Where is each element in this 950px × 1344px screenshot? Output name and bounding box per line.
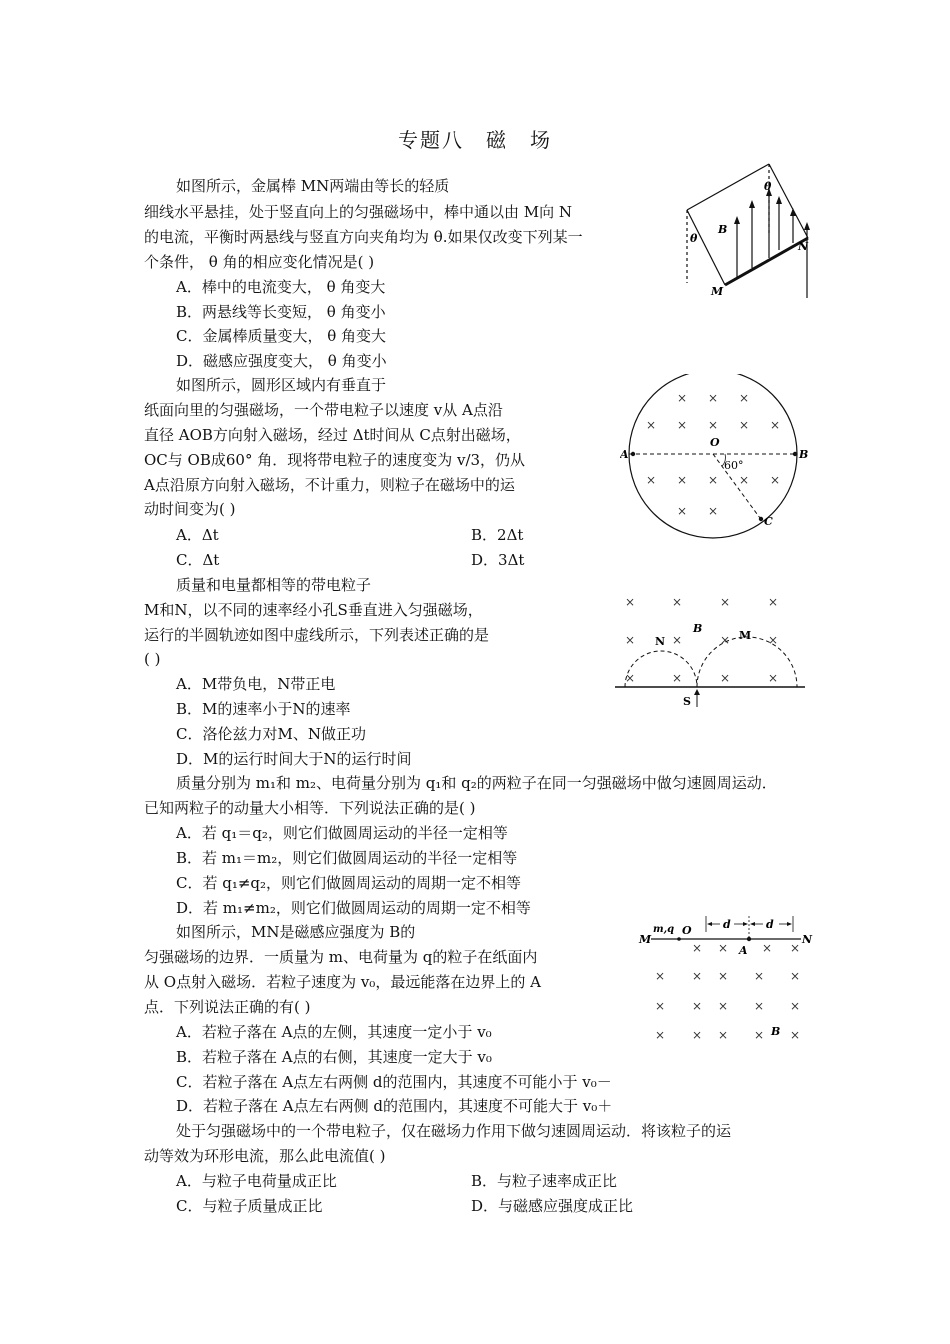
q6-line: 动等效为环形电流，那么此电流值( ) [144,1147,386,1165]
q1-figure [675,158,825,308]
q1-option-a: A．棒中的电流变大， θ 角变大 [176,278,386,296]
field-cross: × [676,418,688,432]
q6-option-b: B．与粒子速率成正比 [471,1172,618,1190]
q6-line: 处于匀强磁场中的一个带电粒子，仅在磁场力作用下做匀速圆周运动．将该粒子的运 [176,1122,732,1140]
q5-d-label: d [766,918,774,931]
svg-text:×: × [671,633,683,647]
q5-a-label: A [739,944,748,957]
svg-text:×: × [719,595,731,609]
q2-line: 动时间变为( ) [144,500,236,518]
svg-text:×: × [719,671,731,685]
svg-text:×: × [789,969,801,983]
q2-line: OC与 OB成60° 角．现将带电粒子的速度变为 v/3，仍从 [144,451,526,469]
svg-text:×: × [691,999,703,1013]
svg-text:×: × [717,941,729,955]
q1-line: 的电流，平衡时两悬线与竖直方向夹角均为 θ.如果仅改变下列某一 [144,228,583,246]
page-title: 专题八 磁 场 [398,128,552,152]
field-cross: × [738,473,750,487]
q4-line: 质量分别为 m₁和 m₂、电荷量分别为 q₁和 q₂的两粒子在同一匀强磁场中做匀速圆周运动． [176,774,777,792]
field-cross: × [707,391,719,405]
svg-text:×: × [789,941,801,955]
field-cross: × [676,473,688,487]
q2-figure [620,374,820,540]
svg-text:×: × [671,595,683,609]
q1-theta-label: θ [764,180,772,193]
q1-option-d: D．磁感应强度变大， θ 角变小 [176,352,387,370]
field-cross: × [707,473,719,487]
q3-n-label: N [655,635,666,648]
field-cross: × [676,504,688,518]
q4-option-c: C．若 q₁≠q₂，则它们做圆周运动的周期一定不相等 [176,874,522,892]
q6-option-c: C．与粒子质量成正比 [176,1197,323,1215]
svg-text:×: × [719,633,731,647]
field-cross: × [707,504,719,518]
q2-b-label: B [799,448,809,461]
q4-option-d: D．若 m₁≠m₂，则它们做圆周运动的周期一定不相等 [176,899,531,917]
q3-option-a: A．M带负电，N带正电 [176,675,336,693]
svg-text:×: × [654,969,666,983]
q3-line: M和N，以不同的速率经小孔S垂直进入匀强磁场， [144,601,483,619]
svg-text:×: × [671,671,683,685]
field-cross: × [707,418,719,432]
svg-text:×: × [691,969,703,983]
svg-text:×: × [624,671,636,685]
q2-option-c: C．Δt [176,551,220,569]
svg-text:×: × [624,633,636,647]
svg-text:×: × [717,969,729,983]
q2-line: 如图所示，圆形区域内有垂直于 [176,376,387,394]
q5-option-b: B．若粒子落在 A点的右侧，其速度一定大于 v₀ [176,1048,492,1066]
q2-line: A点沿原方向射入磁场，不计重力，则粒子在磁场中的运 [144,476,515,494]
q1-line: 细线水平悬挂，处于竖直向上的匀强磁场中，棒中通以由 M向 N [144,203,573,221]
q1-line: 如图所示，金属棒 MN两端由等长的轻质 [176,177,450,195]
field-cross: × [769,473,781,487]
q1-m-label: M [711,285,724,298]
q5-o-label: O [682,924,692,937]
q3-option-d: D．M的运行时间大于N的运行时间 [176,750,412,768]
q2-option-d: D．3Δt [471,551,525,569]
q3-figure [605,588,815,712]
q3-line: ( ) [144,650,161,668]
field-cross: × [645,473,657,487]
svg-text:×: × [753,999,765,1013]
q3-line: 质量和电量都相等的带电粒子 [176,576,372,594]
q5-line: 点．下列说法正确的有( ) [144,998,311,1016]
q2-line: 直径 AOB方向射入磁场，经过 Δt时间从 C点射出磁场， [144,426,521,444]
q5-d-label: d [723,918,731,931]
q1-b-label: B [718,223,728,236]
q4-option-b: B．若 m₁＝m₂，则它们做圆周运动的半径一定相等 [176,849,518,867]
q5-n-label: N [802,933,813,946]
q5-line: 如图所示，MN是磁感应强度为 B的 [176,923,416,941]
svg-text:×: × [767,595,779,609]
q3-b-label: B [693,622,703,635]
q3-option-c: C．洛伦兹力对M、N做正功 [176,725,366,743]
q2-option-a: A．Δt [176,526,219,544]
svg-text:×: × [753,969,765,983]
q5-line: 从 O点射入磁场．若粒子速度为 v₀，最远能落在边界上的 A [144,973,541,991]
q2-o-label: O [710,436,720,449]
svg-text:×: × [789,1028,801,1042]
q4-option-a: A．若 q₁＝q₂，则它们做圆周运动的半径一定相等 [176,824,508,842]
q5-option-a: A．若粒子落在 A点的左侧，其速度一定小于 v₀ [176,1023,492,1041]
q1-line: 个条件， θ 角的相应变化情况是( ) [144,253,375,271]
q4-line: 已知两粒子的动量大小相等．下列说法正确的是( ) [144,799,476,817]
q5-option-d: D．若粒子落在 A点左右两侧 d的范围内，其速度不可能大于 v₀＋ [176,1097,613,1115]
q2-line: 纸面向里的匀强磁场，一个带电粒子以速度 v从 A点沿 [144,401,503,419]
svg-text:×: × [717,999,729,1013]
q1-theta-label: θ [690,232,698,245]
svg-text:×: × [691,941,703,955]
svg-text:×: × [767,671,779,685]
q5-m-label: M [639,933,652,946]
field-cross: × [769,418,781,432]
svg-text:×: × [767,633,779,647]
svg-text:×: × [654,1028,666,1042]
q1-option-b: B．两悬线等长变短， θ 角变小 [176,303,386,321]
svg-text:×: × [654,999,666,1013]
q5-mq-label: m,q [653,924,675,935]
svg-text:×: × [753,1028,765,1042]
svg-text:×: × [789,999,801,1013]
q1-option-c: C．金属棒质量变大， θ 角变大 [176,327,387,345]
q5-b-label: B [771,1025,781,1038]
q5-figure [635,912,820,1042]
q3-line: 运行的半圆轨迹如图中虚线所示，下列表述正确的是 [144,626,490,644]
q3-s-label: S [683,695,691,708]
q2-angle-label: 60° [724,459,744,472]
field-cross: × [738,391,750,405]
q5-option-c: C．若粒子落在 A点左右两侧 d的范围内，其速度不可能小于 v₀－ [176,1073,612,1091]
field-cross: × [676,391,688,405]
q6-option-d: D．与磁感应强度成正比 [471,1197,634,1215]
q5-line: 匀强磁场的边界．一质量为 m、电荷量为 q的粒子在纸面内 [144,948,538,966]
field-cross: × [645,418,657,432]
q6-option-a: A．与粒子电荷量成正比 [176,1172,337,1190]
q1-n-label: N [798,240,809,253]
q2-a-label: A [620,448,629,461]
svg-text:×: × [691,1028,703,1042]
svg-text:×: × [624,595,636,609]
svg-text:×: × [717,1028,729,1042]
q3-option-b: B．M的速率小于N的速率 [176,700,351,718]
q3-m-label: M [739,629,752,642]
field-cross: × [738,418,750,432]
q2-option-b: B．2Δt [471,526,524,544]
svg-text:×: × [761,941,773,955]
q2-c-label: C [764,515,773,528]
